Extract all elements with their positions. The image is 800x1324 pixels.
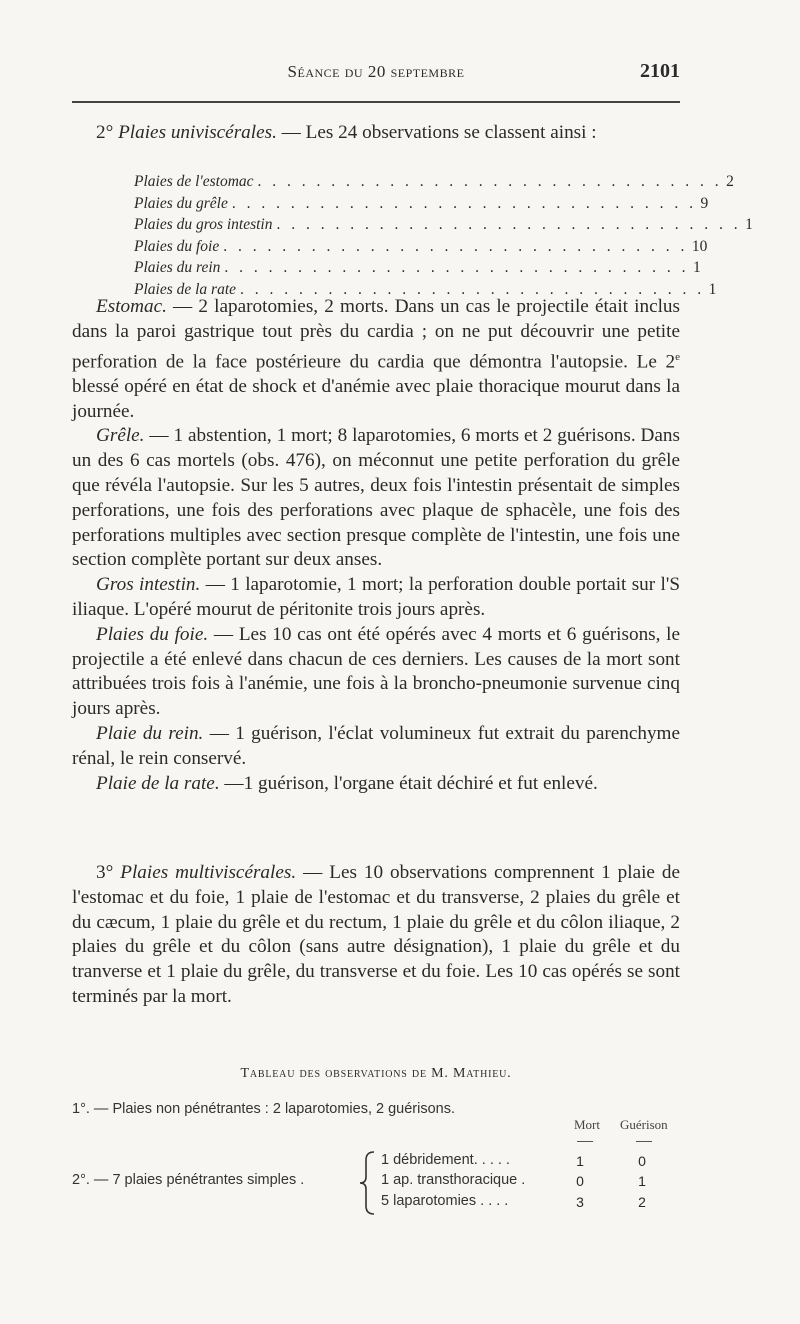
cell-mort: 3 <box>576 1194 584 1210</box>
section-title: Plaies multiviscérales. <box>120 862 297 883</box>
list-item <box>134 214 753 236</box>
table-title-part: Tableau des observations de M. <box>240 1066 454 1081</box>
paragraph-text: blessé opéré en état de shock et d'anémie avec plaie thoracique mourut dans la journée. <box>72 375 680 422</box>
section-intro-text: — Les 24 observations se classent ainsi : <box>276 122 597 143</box>
list-item-count: 1 <box>693 259 701 276</box>
cell-mort: 1 <box>576 1153 584 1169</box>
cell-guerison: 1 <box>638 1173 646 1189</box>
paragraph-text: — 2 laparotomies, 2 morts. Dans un cas le projectile était inclus dans la paroi gastrique tout près du cardia ; on ne put découvrir une petite perforation de la face postérieure du cardia que démontra l'autopsie. Le 2 <box>72 296 680 372</box>
running-title-part: Séance du <box>287 62 368 81</box>
paragraph-rein <box>72 722 680 772</box>
leader-dots: . . . . . . . . . . . . . . . . . . . . . . . . . . . . . . . . <box>257 173 723 190</box>
list-item-label: Plaies de l'estomac <box>134 173 254 190</box>
list-item-count: 9 <box>700 194 709 212</box>
list-item-label: Plaies du rein <box>134 259 221 276</box>
cell-guerison: 0 <box>638 1153 646 1169</box>
paragraph-heading: Gros intestin. <box>96 574 201 596</box>
list-item-label: Plaies du foie <box>134 237 220 255</box>
leader-dots: . . . . . . . . . . . . . . . . . . . . . . . . . . . . . . . . <box>223 237 688 255</box>
column-header-guerison: Guérison <box>620 1117 668 1132</box>
paragraph-gros-intestin <box>72 573 680 623</box>
list-item <box>134 171 734 193</box>
paragraph-estomac <box>72 295 680 424</box>
paragraph-heading: Estomac. <box>96 296 167 317</box>
sub-row-label: 1 débridement. . . . . <box>381 1152 510 1168</box>
column-header-mort: Mort <box>574 1117 600 1132</box>
section-number: 3° <box>96 862 114 883</box>
table-row-1: 1°. — Plaies non pénétrantes : 2 laparotomies, 2 guérisons. <box>72 1101 456 1117</box>
paragraph-heading: Plaie de la rate. <box>96 772 220 794</box>
cell-mort: 0 <box>576 1173 584 1189</box>
paragraph-heading: Plaie du rein. <box>96 722 204 744</box>
list-item-count: 10 <box>691 237 708 255</box>
table-title <box>72 1066 680 1082</box>
wound-count-list <box>134 171 753 300</box>
brace-icon <box>356 1150 378 1216</box>
list-item-count: 2 <box>726 173 734 190</box>
leader-dots: . . . . . . . . . . . . . . . . . . . . . . . . . . . . . . . . <box>240 280 705 298</box>
running-title-date: 20 <box>367 62 386 81</box>
header-rule <box>72 101 680 103</box>
superscript: e <box>675 350 680 363</box>
list-item <box>134 193 709 215</box>
running-title <box>72 62 680 82</box>
table-title-part: . <box>507 1066 512 1081</box>
list-item-label: Plaies du grêle <box>134 194 228 212</box>
leader-dots: . . . . . . . . . . . . . . . . . . . . . . . . . . . . . . . . <box>224 259 690 276</box>
list-item-count: 1 <box>708 280 717 298</box>
paragraph-heading: Plaies du foie. <box>96 623 209 645</box>
paragraph-foie <box>72 623 680 722</box>
leader-dots: . . . . . . . . . . . . . . . . . . . . . . . . . . . . . . . . <box>231 194 697 212</box>
paragraph-rate <box>72 772 680 797</box>
list-item <box>134 236 708 258</box>
table-row-2-label: 2°. — 7 plaies pénétrantes simples . <box>72 1172 305 1188</box>
list-item-label: Plaies de la rate <box>134 280 237 298</box>
column-rule <box>577 1141 593 1142</box>
sub-row-label: 5 laparotomies . . . . <box>381 1193 509 1209</box>
sub-row-label: 1 ap. transthoracique . <box>381 1172 526 1188</box>
section-2-intro <box>72 121 680 146</box>
paragraph-heading: Grêle. <box>96 425 145 447</box>
section-title: Plaies univiscérales. <box>118 122 277 143</box>
list-item <box>134 257 701 279</box>
page-header <box>72 60 680 90</box>
cell-guerison: 2 <box>638 1194 646 1210</box>
running-title-part: septembre <box>385 62 465 81</box>
paragraph-text: — Les 10 cas ont été opérés avec 4 morts et 6 guérisons, le projectile a été enlevé dans chacun de ces derniers. Les causes de la mort sont attribuées trois fois à l'anémie, une fois à la broncho-pneumonie survenue cinq jours après. <box>72 623 680 720</box>
paragraph-text: — 1 guérison, l'éclat volumineux fut extrait du parenchyme rénal, le rein conservé. <box>72 722 680 769</box>
list-item-count: 1 <box>745 216 753 233</box>
paragraph-text: — 1 laparotomie, 1 mort; la perforation double portait sur l'S iliaque. L'opéré mourut de péritonite trois jours après. <box>72 574 680 620</box>
paragraph-grele <box>72 424 680 573</box>
column-rule <box>636 1141 652 1142</box>
list-item-label: Plaies du gros intestin <box>134 216 273 233</box>
paragraph-text: — 1 abstention, 1 mort; 8 laparotomies, 6 morts et 2 guérisons. Dans un des 6 cas mortels (obs. 476), on méconnut une petite perforation du grêle que révéla l'autopsie. Sur les 5 autres, deux fois l'intestin présentait de simples perforations, une fois des perforations avec plaque de sphacèle, une fois des perforations multiples avec section presque complète de l'intestin, une fois une section complète portant sur deux anses. <box>72 425 680 571</box>
paragraph-text: —1 guérison, l'organe était déchiré et fut enlevé. <box>219 772 598 794</box>
leader-dots: . . . . . . . . . . . . . . . . . . . . . . . . . . . . . . . . <box>276 216 742 233</box>
table-title-name: Mathieu <box>453 1066 508 1081</box>
section-text: — Les 10 observations comprennent 1 plaie de l'estomac et du foie, 1 plaie de l'estomac et du transverse, 2 plaies du grêle et du cæcum, 1 plaie du grêle et du rectum, 1 plaie du grêle et du côlon iliaque, 2 plaies du grêle et du côlon (sans autre désignation), 1 plaie du grêle et du tranverse et 1 plaie du grêle, du transverse et du foie. Les 10 cas opérés se sont terminés par la mort. <box>72 862 681 1007</box>
section-number: 2° <box>96 122 114 143</box>
body-text <box>72 295 680 796</box>
page-number: 2101 <box>640 60 680 82</box>
section-3 <box>72 861 680 1010</box>
